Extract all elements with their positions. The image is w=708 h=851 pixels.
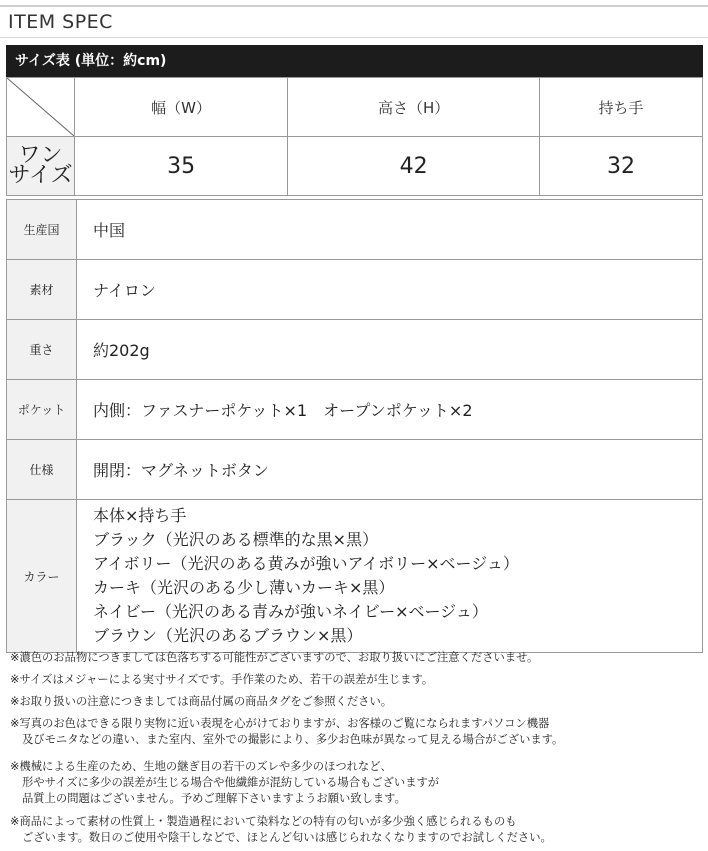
size-table-value-row	[7, 137, 703, 196]
color-line: 本体×持ち手	[93, 506, 187, 525]
spec-row-color	[7, 500, 703, 653]
material-value: ナイロン	[77, 260, 703, 320]
color-line: ネイビー（光沢のある青みが強いネイビー×ベージュ）	[93, 602, 488, 621]
top-divider	[0, 5, 708, 7]
value-height: 42	[288, 137, 540, 196]
column-handle: 持ち手	[540, 78, 703, 137]
note-dark-colors: ※濃色のお品物につきましては色落ちする可能性がございますので、お取り扱いにご注意くださいませ。	[10, 651, 539, 664]
one-size-label-line2: サイズ	[8, 163, 73, 188]
color-list	[77, 500, 703, 653]
note-manufacturing	[10, 759, 439, 807]
origin-label: 生産国	[7, 200, 77, 260]
note-care: ※お取り扱いの注意につきましては商品付属の商品タグをご参照ください。	[10, 695, 393, 708]
column-width: 幅（W）	[75, 78, 288, 137]
pocket-label: ポケット	[7, 380, 77, 440]
closure-label: 仕様	[7, 440, 77, 500]
spec-row-material	[7, 260, 703, 320]
note-manufacturing-line1: ※機械による生産のため、生地の継ぎ目の若干のズレや多少のほつれなど、	[10, 760, 392, 773]
value-handle: 32	[540, 137, 703, 196]
size-table	[6, 77, 703, 196]
note-odor	[10, 814, 552, 846]
one-size-label	[7, 137, 75, 196]
one-size-label-line1: ワン	[18, 143, 63, 168]
color-line: カーキ（光沢のある少し薄いカーキ×黒）	[93, 578, 395, 597]
note-odor-line1: ※商品によって素材の性質上・製造過程において染料などの特有の匂いが多少強く感じられるものも	[10, 815, 517, 828]
origin-value: 中国	[77, 200, 703, 260]
pocket-value: 内側：ファスナーポケット×1 オープンポケット×2	[77, 380, 703, 440]
spec-row-closure	[7, 440, 703, 500]
color-line: ブラウン（光沢のあるブラウン×黒）	[93, 626, 363, 645]
spec-table	[6, 199, 703, 653]
value-width: 35	[75, 137, 288, 196]
weight-value: 約202g	[77, 320, 703, 380]
color-line: ブラック（光沢のある標準的な黒×黒）	[93, 530, 379, 549]
spec-row-origin	[7, 200, 703, 260]
title-divider	[0, 37, 708, 38]
note-photo-color-line1: ※写真のお色はできる限り実物に近い表現を心がけておりますが、お客様のご覧になられますパソコン機器	[10, 717, 550, 730]
material-label: 素材	[7, 260, 77, 320]
weight-label: 重さ	[7, 320, 77, 380]
note-manufacturing-line3: 品質上の問題はございません。予めご理解下さいますようお願い致します。	[22, 792, 406, 805]
note-manufacturing-line2: 形やサイズに多少の誤差が生じる場合や他繊維が混紡している場合もございますが	[22, 776, 440, 789]
diagonal-line-icon	[7, 78, 74, 136]
color-line: アイボリー（光沢のある黄みが強いアイボリー×ベージュ）	[93, 554, 519, 573]
note-measurement: ※サイズはメジャーによる実寸サイズです。手作業のため、若干の誤差が生じます。	[10, 673, 434, 686]
column-height: 高さ（H）	[288, 78, 540, 137]
size-table-head-row	[7, 78, 703, 137]
note-photo-color-line2: 及びモニタなどの違い、また室内、室外での撮影により、多少お色味が異なって見える場合がございます。	[22, 733, 564, 746]
corner-cell	[7, 78, 75, 137]
spec-row-pocket	[7, 380, 703, 440]
color-label: カラー	[7, 500, 77, 653]
note-odor-line2: ございます。数日のご使用や陰干しなどで、ほとんど匂いは感じられなくなりますのでお試しください。	[22, 831, 552, 844]
closure-value: 開閉：マグネットボタン	[77, 440, 703, 500]
page-title: ITEM SPEC	[8, 11, 113, 33]
spec-row-weight	[7, 320, 703, 380]
note-photo-color	[10, 716, 563, 748]
size-table-header: サイズ表 (単位：約cm)	[6, 45, 703, 77]
